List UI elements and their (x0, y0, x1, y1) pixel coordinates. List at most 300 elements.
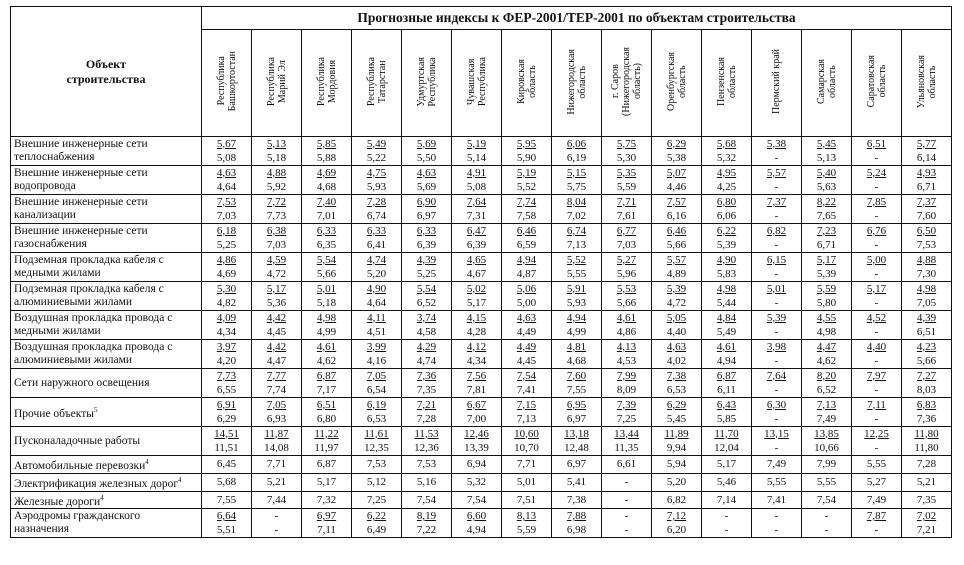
region-header-line: область (526, 65, 538, 98)
region-header-line: область) (632, 63, 643, 100)
index-value-bottom: 6,20 (666, 523, 687, 536)
index-cell (902, 398, 952, 427)
index-cell (202, 398, 252, 427)
index-value-top-wrap (452, 370, 501, 384)
index-value-top: 13,85 (814, 427, 839, 440)
region-header (602, 30, 652, 137)
index-value-top-wrap (452, 312, 501, 326)
region-header-line: г. Саров (610, 64, 621, 99)
index-value-top-wrap (702, 510, 751, 524)
region-header (752, 30, 802, 137)
index-cell (852, 166, 902, 195)
index-value-bottom: 5,55 (566, 267, 587, 280)
index-cell (802, 253, 852, 282)
object-name-text: Пусконаладочные работы (14, 434, 141, 447)
region-header-line: Татарстан (376, 60, 388, 103)
index-value-top: 7,12 (666, 509, 687, 522)
index-value-top-wrap (202, 312, 251, 326)
object-name-text: Железные дороги (14, 495, 101, 508)
index-cell: 5,32 (452, 473, 502, 491)
index-value-top: 6,91 (216, 398, 237, 411)
index-value-bottom: 5,96 (616, 267, 637, 280)
index-value-top-wrap (252, 138, 301, 152)
object-name-text: алюминиевыми жилами (14, 296, 133, 308)
index-cell (752, 253, 802, 282)
object-name-text: Прочие объекты (14, 407, 94, 420)
index-value-top-wrap (802, 283, 851, 297)
region-header-line: Удмуртская (415, 56, 427, 107)
index-value-top: 5,53 (616, 282, 637, 295)
index-value-top: 5,54 (316, 253, 337, 266)
index-value-top: 5,57 (666, 253, 687, 266)
index-value-top-wrap (752, 399, 801, 413)
index-cell (902, 509, 952, 538)
index-value-top: 6,43 (716, 398, 737, 411)
index-cell: 5,55 (752, 473, 802, 491)
index-value-top: 6,30 (766, 398, 787, 411)
index-value-top-wrap (602, 167, 651, 181)
footnote-marker: 4 (145, 458, 149, 466)
index-value-bottom: - (774, 267, 779, 280)
index-value-bottom: 4,89 (666, 267, 687, 280)
index-value-top: 4,42 (266, 311, 287, 324)
index-value-top: 5,77 (916, 137, 937, 150)
index-value-top-wrap (352, 254, 401, 268)
index-value-top-wrap (502, 510, 551, 524)
index-value-top-wrap (852, 138, 901, 152)
index-value-bottom: 6,97 (566, 412, 587, 425)
index-value-top: 7,37 (916, 195, 937, 208)
index-value-top: 6,74 (566, 224, 587, 237)
index-value-bottom: 4,82 (216, 296, 237, 309)
object-name-line (14, 209, 201, 222)
index-cell: 7,49 (752, 456, 802, 474)
index-value-bottom: 5,18 (266, 151, 287, 164)
index-value-top: 7,27 (916, 369, 937, 382)
index-value-top: 5,38 (766, 137, 787, 150)
index-value-bottom: - (774, 441, 779, 454)
index-cell: 5,68 (202, 473, 252, 491)
object-name-text: Подземная прокладка кабеля с (14, 254, 164, 266)
index-value-bottom: 6,16 (666, 209, 687, 222)
index-cell (552, 369, 602, 398)
object-name-text: газоснабжения (14, 238, 87, 250)
object-name-cell (11, 369, 202, 398)
index-value-top: 6,29 (666, 137, 687, 150)
index-cell: 5,27 (852, 473, 902, 491)
index-value-top-wrap (902, 312, 951, 326)
table-row (11, 195, 952, 224)
index-cell (502, 369, 552, 398)
index-value-top: 4,94 (516, 253, 537, 266)
index-value-top-wrap (902, 399, 951, 413)
index-value-bottom: 4,99 (316, 325, 337, 338)
index-value-top: 7,37 (766, 195, 787, 208)
index-cell (402, 253, 452, 282)
index-value-top: 6,22 (366, 509, 387, 522)
index-value-bottom: 5,44 (716, 296, 737, 309)
index-cell (752, 509, 802, 538)
index-value-top-wrap (602, 341, 651, 355)
index-cell (252, 311, 302, 340)
index-value-top-wrap (502, 167, 551, 181)
index-value-top: 4,12 (466, 340, 487, 353)
index-value-bottom: 5,83 (716, 267, 737, 280)
index-value-top: 4,15 (466, 311, 487, 324)
index-value-top-wrap (702, 196, 751, 210)
index-value-bottom: 4,51 (366, 325, 387, 338)
index-value-bottom: 7,05 (916, 296, 937, 309)
region-header-line: Пензенская (715, 57, 727, 106)
index-value-top: 4,63 (516, 311, 537, 324)
index-value-top: 12,25 (864, 427, 889, 440)
index-value-top: 7,28 (366, 195, 387, 208)
index-value-top: 4,40 (866, 340, 887, 353)
index-value-bottom: - (874, 296, 879, 309)
index-value-top-wrap (502, 196, 551, 210)
object-name-line (14, 267, 201, 280)
index-value-top-wrap (552, 225, 601, 239)
index-value-top: 5,02 (466, 282, 487, 295)
index-value-top-wrap (402, 196, 451, 210)
object-column-header (11, 7, 202, 137)
region-header (652, 30, 702, 137)
index-cell (652, 137, 702, 166)
index-value-bottom: - (274, 523, 279, 536)
index-value-top: 13,44 (614, 427, 639, 440)
index-cell (652, 427, 702, 456)
index-cell (252, 224, 302, 253)
index-value-top-wrap (902, 167, 951, 181)
index-cell (302, 253, 352, 282)
object-name-line (14, 435, 201, 448)
index-value-top: 6,22 (716, 224, 737, 237)
index-value-top-wrap (602, 312, 651, 326)
index-value-top: 4,98 (716, 282, 737, 295)
index-value-bottom: 5,08 (216, 151, 237, 164)
index-value-bottom: 5,85 (716, 412, 737, 425)
index-value-top-wrap (852, 341, 901, 355)
index-value-bottom: 7,58 (516, 209, 537, 222)
index-value-top-wrap (452, 399, 501, 413)
index-value-bottom: 7,11 (317, 523, 336, 536)
index-cell (652, 398, 702, 427)
index-value-top: 3,74 (416, 311, 437, 324)
region-header-line: область (826, 65, 838, 98)
table-row (11, 282, 952, 311)
index-value-top-wrap (202, 428, 251, 442)
index-cell (802, 282, 852, 311)
index-cell: 7,54 (452, 491, 502, 509)
index-cell (202, 369, 252, 398)
index-value-bottom: 5,22 (366, 151, 387, 164)
index-value-bottom: 6,52 (416, 296, 437, 309)
index-value-bottom: - (774, 523, 779, 536)
index-value-top: 4,69 (316, 166, 337, 179)
index-cell (602, 166, 652, 195)
index-cell (752, 427, 802, 456)
index-value-top-wrap (602, 428, 651, 442)
index-cell (802, 509, 852, 538)
index-cell: - (602, 473, 652, 491)
index-value-bottom: 5,59 (516, 523, 537, 536)
object-name-line (14, 510, 201, 523)
index-value-top: 5,19 (516, 166, 537, 179)
index-cell (802, 137, 852, 166)
index-value-top-wrap (802, 138, 851, 152)
index-value-top-wrap (852, 225, 901, 239)
index-value-bottom: 4,68 (316, 180, 337, 193)
index-cell (252, 137, 302, 166)
table-row (11, 137, 952, 166)
index-value-bottom: 5,93 (366, 180, 387, 193)
index-value-bottom: 4,16 (366, 354, 387, 367)
index-value-top-wrap (552, 370, 601, 384)
region-header-label (666, 52, 688, 111)
object-name-text: Внешние инженерные сети (14, 196, 148, 208)
index-value-top: 6,33 (366, 224, 387, 237)
index-value-top: 4,42 (266, 340, 287, 353)
index-cell (752, 282, 802, 311)
index-cell (752, 340, 802, 369)
index-cell (702, 509, 752, 538)
region-header-line: Ульяновская (915, 54, 927, 109)
index-value-top: 6,29 (666, 398, 687, 411)
index-value-top-wrap (852, 428, 901, 442)
region-header-label (216, 51, 238, 111)
index-value-top: 5,57 (766, 166, 787, 179)
object-name-cell (11, 340, 202, 369)
index-value-top-wrap (802, 196, 851, 210)
index-value-top-wrap (752, 283, 801, 297)
index-value-top: 8,04 (566, 195, 587, 208)
index-value-bottom: 11,97 (314, 441, 339, 454)
index-value-bottom: 6,59 (516, 238, 537, 251)
index-value-top-wrap (902, 428, 951, 442)
index-cell (552, 224, 602, 253)
index-value-top-wrap (252, 167, 301, 181)
index-cell (852, 369, 902, 398)
object-name-text: Внешние инженерные сети (14, 167, 148, 179)
index-value-bottom: 7,03 (616, 238, 637, 251)
index-cell (202, 427, 252, 456)
index-value-bottom: - (874, 209, 879, 222)
index-value-bottom: 7,25 (616, 412, 637, 425)
index-value-top: 6,06 (566, 137, 587, 150)
region-header-line: область (926, 65, 938, 98)
index-value-bottom: 7,41 (516, 383, 537, 396)
table-row (11, 491, 952, 509)
index-value-bottom: 4,58 (416, 325, 437, 338)
index-value-top-wrap (802, 312, 851, 326)
index-value-top-wrap (552, 283, 601, 297)
index-value-top-wrap (702, 428, 751, 442)
index-cell (452, 253, 502, 282)
index-value-top: 5,27 (616, 253, 637, 266)
index-cell (452, 509, 502, 538)
index-value-top-wrap (352, 138, 401, 152)
object-name-text: Автомобильные перевозки (14, 459, 146, 472)
object-name-text: назначения (14, 523, 70, 536)
index-value-bottom: - (874, 267, 879, 280)
index-cell (252, 253, 302, 282)
index-value-top: 14,51 (214, 427, 239, 440)
index-value-bottom: 6,29 (216, 412, 237, 425)
index-value-top-wrap (252, 370, 301, 384)
index-cell (852, 224, 902, 253)
index-value-top-wrap (602, 138, 651, 152)
index-cell (502, 427, 552, 456)
index-cell: 5,55 (852, 456, 902, 474)
index-cell (902, 224, 952, 253)
object-name-line (14, 196, 201, 209)
index-cell: 5,41 (552, 473, 602, 491)
index-value-top: 7,97 (866, 369, 887, 382)
index-value-top: 7,21 (416, 398, 437, 411)
index-cell (802, 340, 852, 369)
index-value-bottom: 4,99 (566, 325, 587, 338)
index-value-bottom: 7,01 (316, 209, 337, 222)
index-value-top-wrap (202, 399, 251, 413)
region-header-label (816, 59, 838, 104)
index-value-top-wrap (252, 510, 301, 524)
index-value-top-wrap (852, 167, 901, 181)
index-cell (502, 398, 552, 427)
index-value-bottom: 4,72 (266, 267, 287, 280)
index-value-bottom: 5,14 (466, 151, 487, 164)
region-header-line: Оренбургская (665, 51, 677, 111)
index-value-top: - (774, 509, 779, 522)
region-header (802, 30, 852, 137)
index-cell (652, 166, 702, 195)
index-value-bottom: 7,65 (816, 209, 837, 222)
index-cell (352, 253, 402, 282)
index-cell: 7,53 (352, 456, 402, 474)
index-value-top: - (824, 509, 829, 522)
index-value-top: 4,98 (316, 311, 337, 324)
index-value-bottom: 5,30 (616, 151, 637, 164)
index-value-top-wrap (302, 341, 351, 355)
index-value-bottom: 6,97 (416, 209, 437, 222)
index-value-top-wrap (502, 254, 551, 268)
index-value-top-wrap (202, 283, 251, 297)
index-value-top-wrap (452, 510, 501, 524)
index-value-top: 7,11 (867, 398, 886, 411)
index-value-top-wrap (402, 283, 451, 297)
index-value-top-wrap (902, 225, 951, 239)
index-value-top: 7,64 (766, 369, 787, 382)
index-cell: 6,45 (202, 456, 252, 474)
index-value-top-wrap (352, 312, 401, 326)
index-cell (902, 166, 952, 195)
index-value-bottom: - (774, 412, 779, 425)
index-value-top-wrap (902, 138, 951, 152)
object-name-cell (11, 224, 202, 253)
index-value-top: 5,17 (266, 282, 287, 295)
index-value-bottom: - (874, 523, 879, 536)
index-value-top: 5,15 (566, 166, 587, 179)
index-cell (652, 369, 702, 398)
index-value-top: 6,46 (516, 224, 537, 237)
index-value-top-wrap (802, 341, 851, 355)
index-value-top-wrap (302, 283, 351, 297)
index-value-bottom: 13,39 (464, 441, 489, 454)
region-header-label (866, 55, 888, 107)
region-header (852, 30, 902, 137)
index-value-top-wrap (702, 283, 751, 297)
index-value-bottom: 5,20 (366, 267, 387, 280)
index-cell: 5,21 (252, 473, 302, 491)
index-value-top-wrap (902, 370, 951, 384)
index-value-bottom: - (874, 151, 879, 164)
index-cell (752, 137, 802, 166)
index-value-top-wrap (852, 283, 901, 297)
index-value-top: 4,63 (216, 166, 237, 179)
index-value-top-wrap (902, 283, 951, 297)
index-cell (602, 224, 652, 253)
index-value-top: 4,39 (916, 311, 937, 324)
index-value-top: 6,76 (866, 224, 887, 237)
index-cell: 7,32 (302, 491, 352, 509)
index-cell (552, 427, 602, 456)
index-value-bottom: 5,49 (716, 325, 737, 338)
index-cell (252, 282, 302, 311)
index-cell (602, 427, 652, 456)
index-cell (902, 311, 952, 340)
index-value-top-wrap (402, 399, 451, 413)
index-value-top-wrap (652, 138, 701, 152)
index-cell (302, 427, 352, 456)
index-cell (802, 224, 852, 253)
index-value-top: 5,01 (316, 282, 337, 295)
index-cell (552, 398, 602, 427)
index-value-bottom: 7,81 (466, 383, 487, 396)
index-value-bottom: 4,64 (366, 296, 387, 309)
index-cell (352, 509, 402, 538)
index-value-top-wrap (652, 196, 701, 210)
index-value-top-wrap (502, 283, 551, 297)
index-value-top-wrap (302, 225, 351, 239)
index-value-top: 6,18 (216, 224, 237, 237)
index-value-bottom: 6,53 (666, 383, 687, 396)
index-cell (702, 195, 752, 224)
index-value-bottom: 7,49 (816, 412, 837, 425)
region-header-label (916, 55, 938, 108)
index-value-top-wrap (302, 196, 351, 210)
index-cell (502, 311, 552, 340)
index-value-top-wrap (502, 399, 551, 413)
index-value-bottom: 5,50 (416, 151, 437, 164)
index-cell (552, 311, 602, 340)
index-value-top-wrap (752, 428, 801, 442)
index-value-bottom: 10,70 (514, 441, 539, 454)
index-value-bottom: - (774, 151, 779, 164)
index-value-top-wrap (902, 510, 951, 524)
index-value-bottom: 5,13 (816, 151, 837, 164)
object-name-line (14, 354, 201, 367)
index-value-top: 4,39 (416, 253, 437, 266)
object-name-text: Внешние инженерные сети (14, 138, 148, 150)
index-value-top: 7,13 (816, 398, 837, 411)
index-value-top-wrap (202, 138, 251, 152)
index-value-bottom: 6,41 (366, 238, 387, 251)
index-value-top: 5,17 (866, 282, 887, 295)
index-value-bottom: 4,02 (666, 354, 687, 367)
region-header (402, 30, 452, 137)
index-cell (202, 195, 252, 224)
index-value-top: 6,67 (466, 398, 487, 411)
index-value-top-wrap (252, 312, 301, 326)
